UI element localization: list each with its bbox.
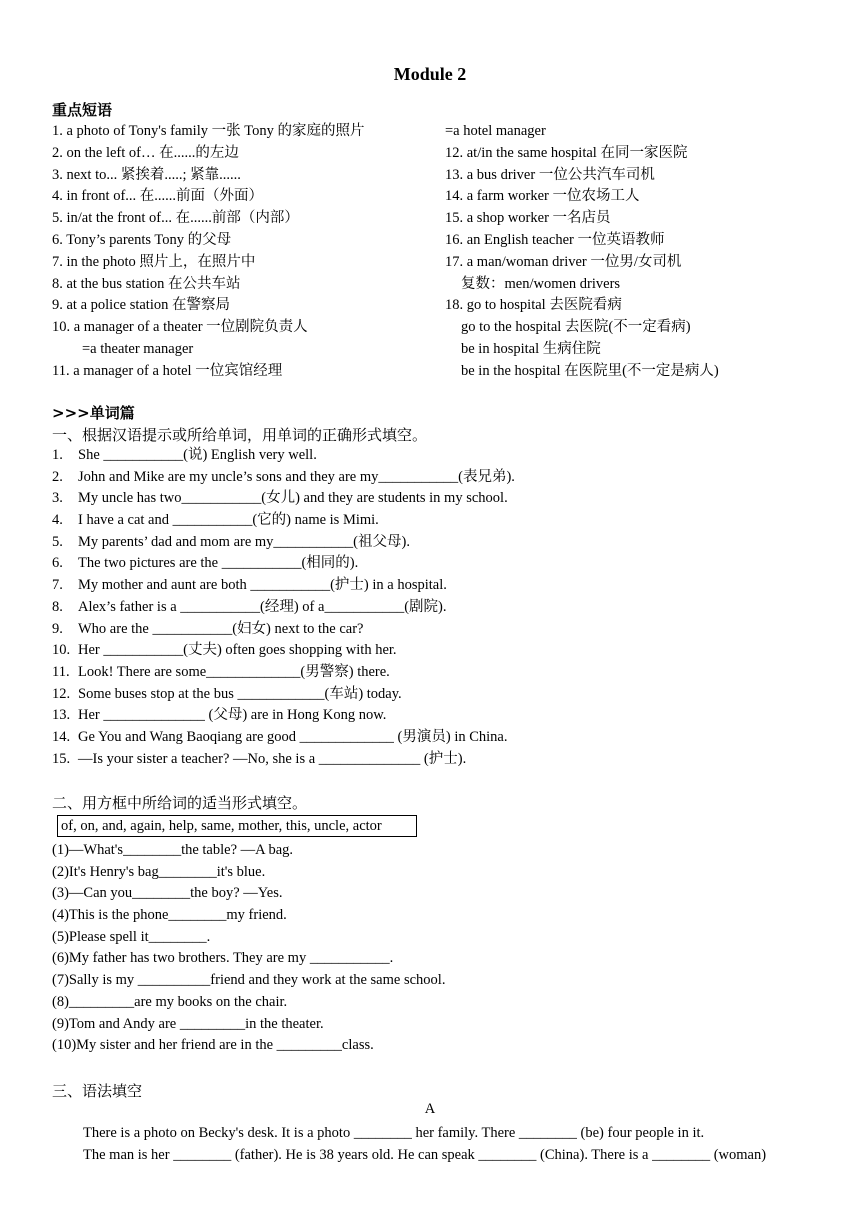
phrase-item: 18. go to hospital 去医院看病 <box>445 297 622 314</box>
exercise-item <box>52 619 832 641</box>
item-number: 7. <box>52 577 63 594</box>
phrases-right-column <box>445 121 845 383</box>
phrase-item: 复数：men/women drivers <box>461 275 621 292</box>
exercise-item <box>52 553 832 575</box>
exercise-item <box>52 749 832 771</box>
exercise-item: (2)It's Henry's bag________it's blue. <box>52 863 266 880</box>
phrase-item: 5. in/at the front of... 在......前部（内部） <box>52 210 299 227</box>
item-number: 11. <box>52 663 70 680</box>
grammar-instruction: 三、语法填空 <box>52 1082 143 1100</box>
item-number: 6. <box>52 555 63 572</box>
item-text: —Is your sister a teacher? —No, she is a ______________ (护士). <box>78 750 467 767</box>
phrase-item: 14. a farm worker 一位农场工人 <box>445 188 640 205</box>
item-text: She ___________(说) English very well. <box>78 447 317 463</box>
phrase-item: be in hospital 生病住院 <box>461 340 601 357</box>
passage-line: The man is her ________ (father). He is 38 years old. He can speak ________ (China). There is a ________ (woman) <box>83 1147 767 1163</box>
item-number: 1. <box>52 447 63 463</box>
item-text: Her ______________ (父母) are in Hong Kong now. <box>78 707 387 724</box>
item-text: Look! There are some_____________(男警察) there. <box>78 663 390 680</box>
words-instruction: 一、根据汉语提示或所给单词，用单词的正确形式填空。 <box>52 426 428 444</box>
item-text: Alex’s father is a ___________(经理) of a___________(剧院). <box>78 598 447 615</box>
passage-line: There is a photo on Becky's desk. It is a photo ________ her family. There ________ (be) four people in it. <box>83 1125 705 1141</box>
exercise-item <box>52 684 832 706</box>
item-text: Ge You and Wang Baoqiang are good _____________ (男演员) in China. <box>78 728 508 745</box>
grammar-passage <box>83 1122 823 1166</box>
phrases-left-column <box>52 121 442 383</box>
item-number: 9. <box>52 620 63 637</box>
words-exercise-list <box>52 445 832 770</box>
phrase-item: 6. Tony’s parents Tony 的父母 <box>52 231 232 248</box>
exercise-item <box>52 575 832 597</box>
phrase-item: =a theater manager <box>82 340 194 357</box>
exercise-item <box>52 532 832 554</box>
item-text: John and Mike are my uncle’s sons and they are my___________(表兄弟). <box>78 468 515 485</box>
item-number: 2. <box>52 468 63 485</box>
exercise-item: (4)This is the phone________my friend. <box>52 907 287 924</box>
exercise-item <box>52 445 832 467</box>
phrase-item: 8. at the bus station 在公共车站 <box>52 275 241 292</box>
exercise-item <box>52 662 832 684</box>
exercise-item: (1)—What's________the table? —A bag. <box>52 842 293 858</box>
words-heading-text: 单词篇 <box>89 404 135 422</box>
item-number: 10. <box>52 642 71 659</box>
phrase-item: 11. a manager of a hotel 一位宾馆经理 <box>52 362 283 379</box>
phrase-item: 9. at a police station 在警察局 <box>52 297 230 314</box>
exercise-item <box>52 727 832 749</box>
box-instruction: 二、用方框中所给词的适当形式填空。 <box>52 794 308 812</box>
exercise-item <box>52 640 832 662</box>
exercise-item: (9)Tom and Andy are _________in the theater. <box>52 1015 324 1032</box>
page-title: Module 2 <box>393 64 467 84</box>
words-heading-prefix: >>> <box>52 404 90 422</box>
item-number: 3. <box>52 490 63 507</box>
box-exercise-list <box>52 840 832 1057</box>
exercise-item: (10)My sister and her friend are in the _________class. <box>52 1037 374 1054</box>
item-text: My parents’ dad and mom are my___________(祖父母). <box>78 533 410 550</box>
item-number: 12. <box>52 685 71 702</box>
exercise-item <box>52 597 832 619</box>
item-text: I have a cat and ___________(它的) name is Mimi. <box>78 512 379 529</box>
words-heading <box>52 402 135 423</box>
item-number: 5. <box>52 533 63 550</box>
item-text: Her ___________(丈夫) often goes shopping with her. <box>78 642 397 659</box>
phrase-item: 10. a manager of a theater 一位剧院负责人 <box>52 319 308 336</box>
phrase-item: 2. on the left of… 在......的左边 <box>52 144 239 161</box>
item-number: 8. <box>52 598 63 615</box>
exercise-item: (5)Please spell it________. <box>52 928 211 945</box>
item-text: Some buses stop at the bus ____________(车站) today. <box>78 685 402 702</box>
phrase-item: 17. a man/woman driver 一位男/女司机 <box>445 253 682 270</box>
phrase-item: 16. an English teacher 一位英语教师 <box>445 231 665 248</box>
exercise-item: (7)Sally is my __________friend and they work at the same school. <box>52 972 446 989</box>
phrases-heading: 重点短语 <box>52 101 113 119</box>
phrase-item: 13. a bus driver 一位公共汽车司机 <box>445 166 655 183</box>
item-text: The two pictures are the ___________(相同的). <box>78 555 359 572</box>
phrase-item: 3. next to... 紧挨着.....; 紧靠...... <box>52 166 241 183</box>
item-text: Who are the ___________(妇女) next to the car? <box>78 620 364 637</box>
exercise-item <box>52 510 832 532</box>
exercise-item <box>52 467 832 489</box>
exercise-item <box>52 488 832 510</box>
phrase-item: 1. a photo of Tony's family 一张 Tony 的家庭的照片 <box>52 123 365 139</box>
item-number: 13. <box>52 707 71 724</box>
phrase-item: =a hotel manager <box>445 123 546 139</box>
item-text: My mother and aunt are both ___________(护士) in a hospital. <box>78 577 447 594</box>
passage-label: A <box>424 1101 436 1117</box>
phrase-item: 4. in front of... 在......前面（外面） <box>52 188 264 205</box>
phrase-item: 15. a shop worker 一名店员 <box>445 210 611 227</box>
phrase-item: go to the hospital 去医院(不一定看病) <box>461 319 691 336</box>
item-text: My uncle has two___________(女儿) and they are students in my school. <box>78 490 508 507</box>
phrase-item: 7. in the photo 照片上，在照片中 <box>52 253 256 270</box>
phrase-item: be in the hospital 在医院里(不一定是病人) <box>461 362 719 379</box>
exercise-item: (6)My father has two brothers. They are my ___________. <box>52 950 394 967</box>
phrase-item: 12. at/in the same hospital 在同一家医院 <box>445 144 688 161</box>
item-number: 15. <box>52 750 71 767</box>
exercise-item <box>52 705 832 727</box>
item-number: 4. <box>52 512 63 529</box>
item-number: 14. <box>52 728 71 745</box>
exercise-item: (3)—Can you________the boy? —Yes. <box>52 885 283 902</box>
word-box: of, on, and, again, help, same, mother, this, uncle, actor <box>57 815 417 837</box>
exercise-item: (8)_________are my books on the chair. <box>52 993 288 1010</box>
